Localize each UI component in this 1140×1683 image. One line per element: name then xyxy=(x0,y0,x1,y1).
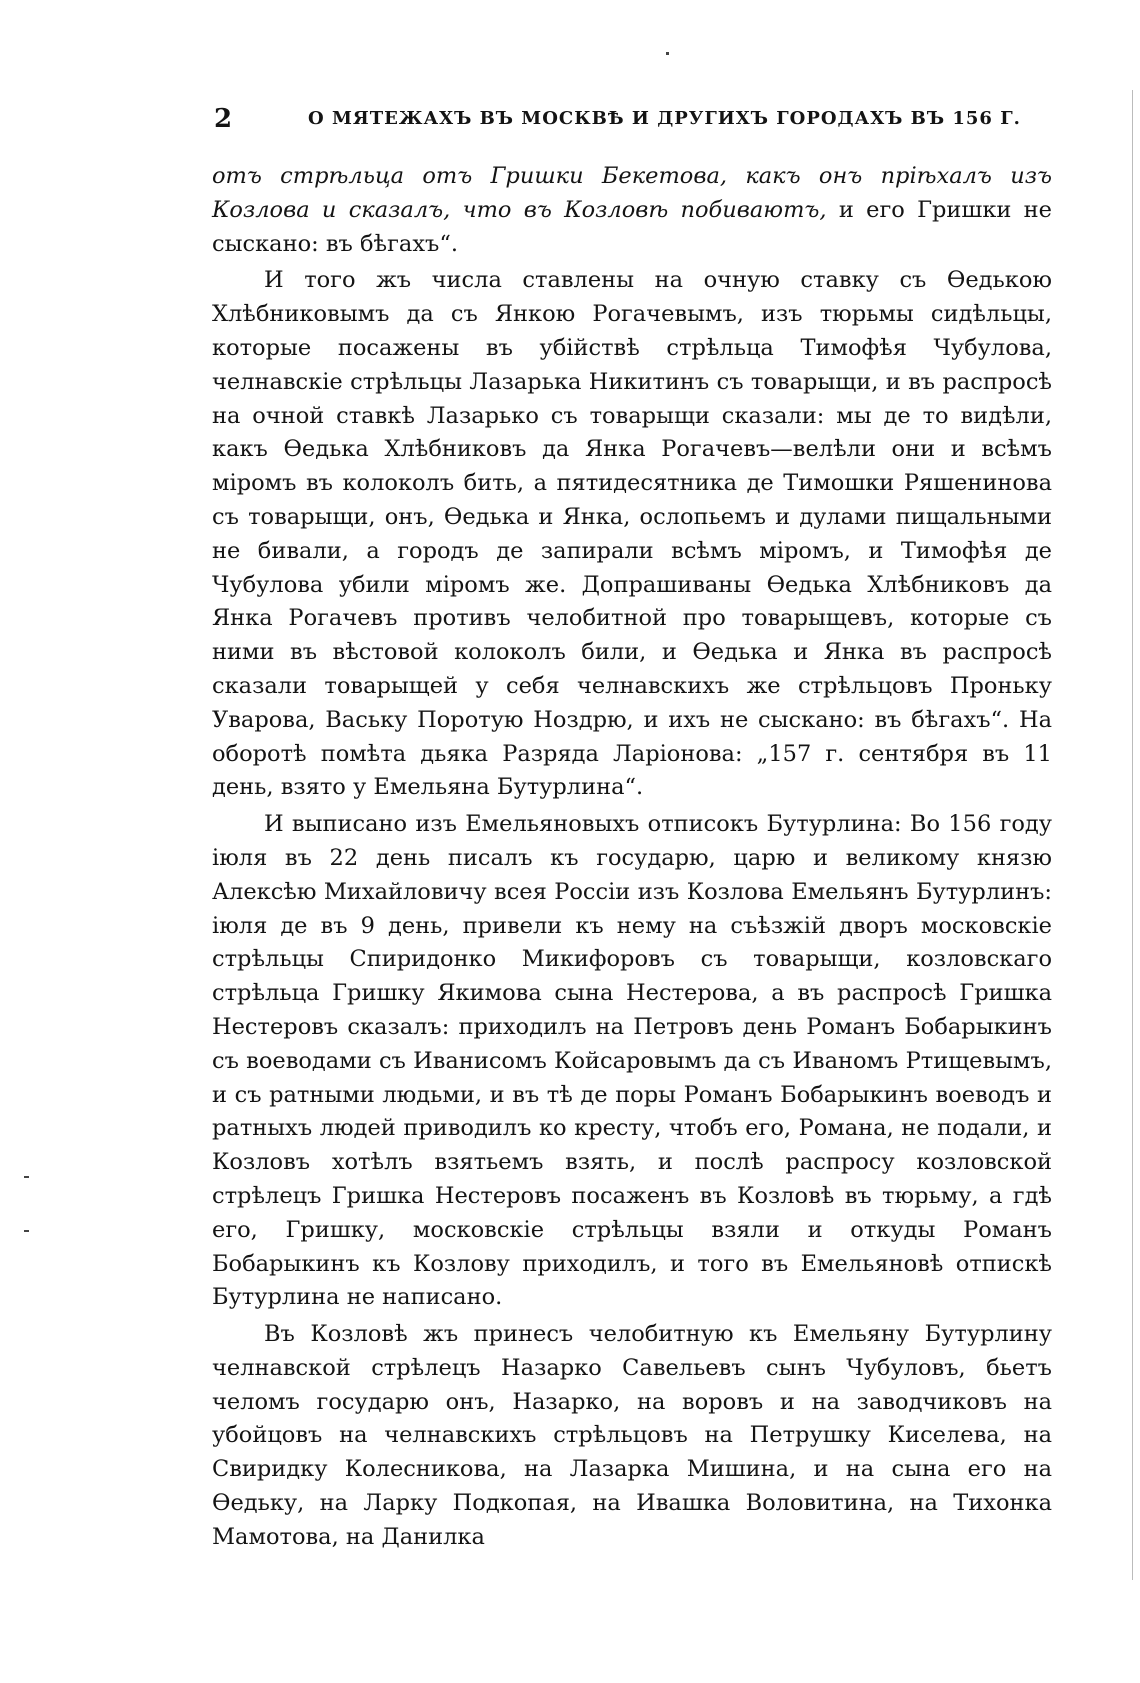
paragraph-3: И выписано изъ Емельяновыхъ отписокъ Бутурлина: Во 156 году іюля въ 22 день писалъ къ государю, царю и великому князю Алексѣю Михайловичу всея Россіи изъ Козлова Емельянъ Бутурлинъ: іюля де въ 9 день, привели къ нему на съѣзжій дворъ московскіе стрѣльцы Спиридонко Микифоровъ съ товарыщи, козловскаго стрѣльца Гришку Якимова сына Нестерова, а въ распросѣ Гришка Нестеровъ сказалъ: приходилъ на Петровъ день Романъ Бобарыкинъ съ воеводами съ Иванисомъ Койсаровымъ да съ Иваномъ Ртищевымъ, и съ ратными людьми, и въ тѣ де поры Романъ Бобарыкинъ воеводъ и ратныхъ людей приводилъ ко кресту, чтобъ его, Романа, не подали, и Козловъ хотѣлъ взятьемъ взять, и послѣ распросу козловской стрѣлецъ Гришка Нестеровъ посаженъ въ Козловѣ въ тюрьму, а гдѣ его, Гришку, московскіе стрѣльцы взяли и откуды Романъ Бобарыкинъ къ Козлову приходилъ, и того въ Емельяновѣ отпискѣ Бутурлина не написано. xyxy=(212,811,1052,1311)
body-text xyxy=(212,160,1052,1555)
margin-scan-tick xyxy=(24,1176,29,1178)
scan-speck xyxy=(666,52,669,55)
paragraph-1 xyxy=(212,160,1052,261)
page-number: 2 xyxy=(214,104,233,134)
paragraph-2: И того жъ числа ставлены на очную ставку съ Ѳедькою Хлѣбниковымъ да съ Янкою Рогачевымъ, изъ тюрьмы сидѣльцы, которые посажены въ убійствѣ стрѣльца Тимофѣя Чубулова, челнавскіе стрѣльцы Лазарька Никитинъ съ товарыщи, и въ распросѣ на очной ставкѣ Лазарько съ товарыщи сказали: мы де то видѣли, какъ Ѳедька Хлѣбниковъ да Янка Рогачевъ—велѣли они и всѣмъ міромъ въ колоколъ бить, а пятидесятника де Тимошки Ряшенинова съ товарыщи, онъ, Ѳедька и Янка, ослопьемъ и дулами пищальными не бивали, а городъ де запирали всѣмъ міромъ, и Тимофѣя де Чубулова убили міромъ же. Допрашиваны Ѳедька Хлѣбниковъ да Янка Рогачевъ противъ челобитной про товарыщевъ, которые съ ними въ вѣстовой колоколъ били, и Ѳедька и Янка въ распросѣ сказали товарыщей у себя челнавскихъ же стрѣльцовъ Проньку Уварова, Ваську Поротую Ноздрю, и ихъ не сыскано: въ бѣгахъ“. На оборотѣ помѣта дьяка Разряда Ларіонова: „157 г. сентября въ 11 день, взято у Емельяна Бутурлина“. xyxy=(212,267,1052,801)
paragraph-4: Въ Козловѣ жъ принесъ челобитную къ Емельяну Бутурлину челнавской стрѣлецъ Назарко Савельевъ сынъ Чубуловъ, бьетъ челомъ государю онъ, Назарко, на воровъ и на заводчиковъ на убойцовъ на челнавскихъ стрѣльцовъ на Петрушку Киселева, на Свиридку Колесникова, на Лазарка Мишина, и на сына его на Ѳедьку, на Ларку Подкопая, на Ивашка Воловитина, на Тихонка Мамотова, на Данилка xyxy=(212,1321,1052,1550)
running-title: О МЯТЕЖАХЪ ВЪ МОСКВѢ И ДРУГИХЪ ГОРОДАХЪ ВЪ 156 Г. xyxy=(308,108,1021,129)
paragraph-text: и его Гришки не сыскано: въ бѣгахъ“. xyxy=(212,196,1052,257)
quoted-italic-text: отъ стрѣльца отъ Гришки Бекетова, какъ онъ пріѣхалъ изъ Козлова и сказалъ, что въ Козловѣ побиваютъ, xyxy=(212,163,1052,223)
margin-scan-line xyxy=(1132,90,1133,1580)
page-header xyxy=(214,104,1051,138)
margin-scan-tick xyxy=(24,1230,29,1232)
